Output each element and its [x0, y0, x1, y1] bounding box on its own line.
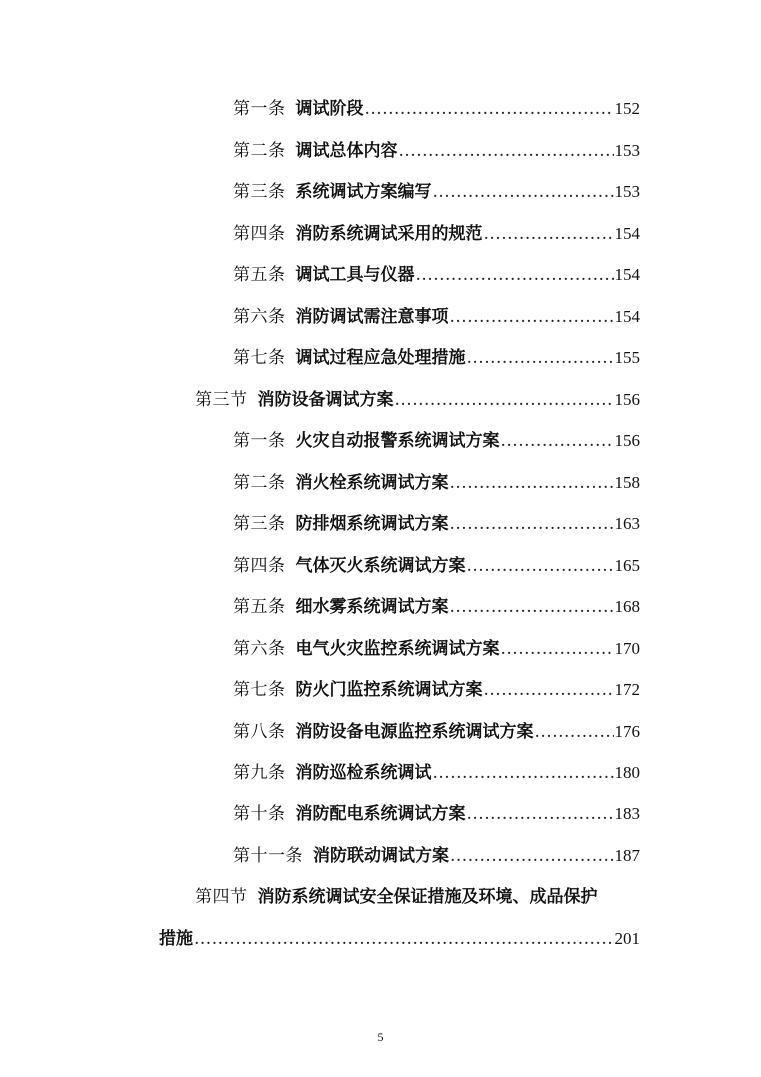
entry-page: 163 — [614, 514, 640, 533]
dot-leader — [484, 675, 614, 705]
dot-leader — [467, 551, 614, 581]
dot-leader — [450, 841, 614, 871]
entry-page: 156 — [614, 431, 640, 450]
dot-leader — [450, 302, 614, 332]
dot-leader — [365, 94, 614, 124]
entry-page: 153 — [614, 141, 640, 160]
entry-page: 154 — [614, 265, 640, 284]
entry-title: 细水雾系统调试方案 — [295, 597, 449, 617]
toc-entry-continuation[interactable] — [159, 924, 640, 954]
dot-leader — [484, 219, 614, 249]
toc-entry[interactable] — [233, 841, 640, 871]
entry-page: 155 — [614, 348, 640, 367]
entry-page: 187 — [614, 846, 640, 865]
toc-entry[interactable] — [233, 426, 640, 456]
entry-page: 172 — [614, 680, 640, 699]
entry-page: 201 — [614, 929, 640, 948]
toc-entry[interactable] — [233, 219, 640, 249]
toc-entry[interactable] — [233, 302, 640, 332]
dot-leader — [450, 592, 614, 622]
dot-leader — [467, 799, 614, 829]
entry-title: 消火栓系统调试方案 — [295, 473, 449, 493]
entry-page: 158 — [614, 473, 640, 492]
dot-leader — [467, 343, 614, 373]
entry-number: 第一条 — [233, 99, 286, 119]
entry-page: 153 — [614, 182, 640, 201]
entry-title: 消防巡检系统调试 — [295, 763, 432, 783]
entry-title: 调试过程应急处理措施 — [295, 348, 466, 368]
entry-title: 消防调试需注意事项 — [295, 307, 449, 327]
entry-title: 调试工具与仪器 — [295, 265, 415, 285]
toc-section-entry[interactable] — [195, 882, 640, 912]
toc-entry[interactable] — [233, 343, 640, 373]
entry-page: 154 — [614, 307, 640, 326]
toc-entry[interactable] — [233, 758, 640, 788]
entry-title: 调试阶段 — [295, 99, 364, 119]
entry-title: 防火门监控系统调试方案 — [295, 680, 483, 700]
toc-entry[interactable] — [233, 260, 640, 290]
entry-title: 消防设备调试方案 — [257, 390, 394, 410]
toc-entry[interactable] — [233, 509, 640, 539]
entry-page: 152 — [614, 99, 640, 118]
entry-page: 180 — [614, 763, 640, 782]
entry-number: 第二条 — [233, 141, 286, 161]
entry-page: 156 — [614, 390, 640, 409]
entry-number: 第四条 — [233, 224, 286, 244]
toc-entry[interactable] — [233, 717, 640, 747]
entry-number: 第四节 — [195, 887, 248, 907]
entry-title: 消防系统调试安全保证措施及环境、成品保护 — [257, 887, 598, 907]
entry-title: 消防设备电源监控系统调试方案 — [295, 722, 534, 742]
entry-number: 第六条 — [233, 307, 286, 327]
toc-entry[interactable] — [233, 177, 640, 207]
entry-title: 消防联动调试方案 — [313, 846, 449, 866]
dot-leader — [535, 717, 614, 747]
entry-page: 183 — [614, 804, 640, 823]
entry-number: 第四条 — [233, 556, 286, 576]
entry-number: 第九条 — [233, 763, 286, 783]
toc-entry[interactable] — [233, 94, 640, 124]
entry-number: 第二条 — [233, 473, 286, 493]
toc-section-entry[interactable] — [195, 385, 640, 415]
entry-title: 火灾自动报警系统调试方案 — [295, 431, 500, 451]
page-number: 5 — [377, 1030, 384, 1044]
entry-title: 电气火灾监控系统调试方案 — [295, 639, 500, 659]
toc-entry[interactable] — [233, 592, 640, 622]
entry-number: 第三条 — [233, 514, 286, 534]
dot-leader — [399, 136, 614, 166]
entry-title: 系统调试方案编写 — [295, 182, 432, 202]
dot-leader — [194, 924, 614, 954]
entry-title: 消防系统调试采用的规范 — [295, 224, 483, 244]
entry-title: 措施 — [159, 929, 193, 949]
entry-page: 170 — [614, 639, 640, 658]
toc-entry[interactable] — [233, 799, 640, 829]
toc-entry[interactable] — [233, 468, 640, 498]
entry-number: 第七条 — [233, 680, 286, 700]
dot-leader — [395, 385, 614, 415]
entry-number: 第八条 — [233, 722, 286, 742]
entry-number: 第十条 — [233, 804, 286, 824]
entry-number: 第三节 — [195, 390, 248, 410]
dot-leader — [433, 758, 614, 788]
toc-entry[interactable] — [233, 551, 640, 581]
entry-title: 消防配电系统调试方案 — [295, 804, 466, 824]
entry-number: 第一条 — [233, 431, 286, 451]
entry-title: 气体灭火系统调试方案 — [295, 556, 466, 576]
entry-number: 第七条 — [233, 348, 286, 368]
entry-page: 154 — [614, 224, 640, 243]
entry-page: 176 — [614, 722, 640, 741]
entry-page: 168 — [614, 597, 640, 616]
dot-leader — [501, 634, 614, 664]
toc-entry[interactable] — [233, 634, 640, 664]
dot-leader — [416, 260, 614, 290]
toc-entry[interactable] — [233, 136, 640, 166]
dot-leader — [450, 468, 614, 498]
entry-title: 防排烟系统调试方案 — [295, 514, 449, 534]
entry-title: 调试总体内容 — [295, 141, 398, 161]
entry-number: 第五条 — [233, 597, 286, 617]
entry-number: 第六条 — [233, 639, 286, 659]
entry-number: 第十一条 — [233, 846, 303, 866]
dot-leader — [501, 426, 614, 456]
dot-leader — [433, 177, 614, 207]
dot-leader — [450, 509, 614, 539]
entry-page: 165 — [614, 556, 640, 575]
entry-number: 第五条 — [233, 265, 286, 285]
toc-entry[interactable] — [233, 675, 640, 705]
entry-number: 第三条 — [233, 182, 286, 202]
